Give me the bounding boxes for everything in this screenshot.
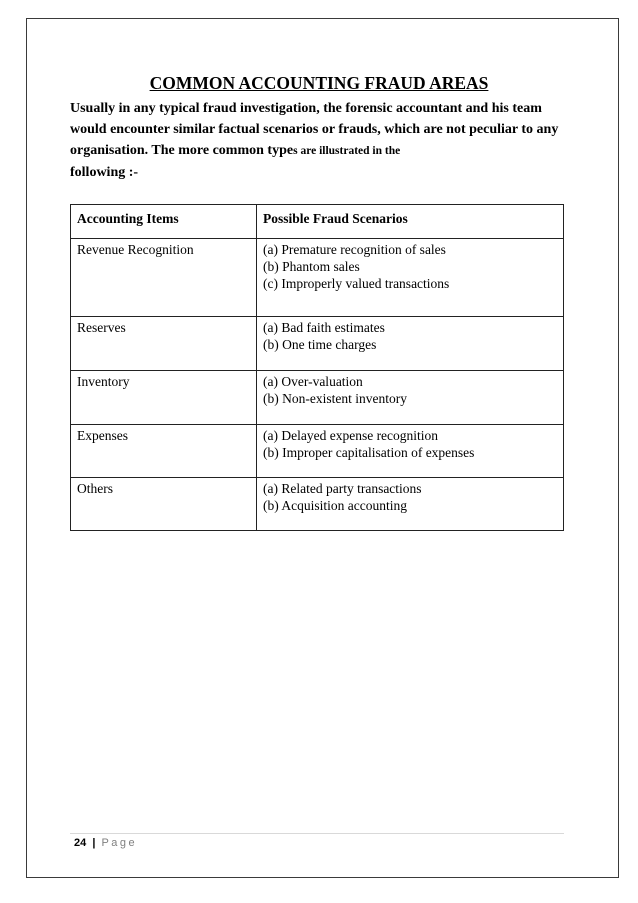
scenario-item: (c) Improperly valued transactions bbox=[263, 276, 450, 291]
footer-divider bbox=[70, 833, 564, 834]
intro-text-small: s are illustrated in the bbox=[293, 145, 401, 157]
fraud-areas-table bbox=[70, 204, 564, 531]
scenarios-cell bbox=[257, 478, 564, 531]
scenario-item: (b) Phantom sales bbox=[263, 259, 360, 274]
table-row bbox=[71, 478, 564, 531]
accounting-item-cell: Expenses bbox=[71, 425, 257, 478]
column-header-accounting-items: Accounting Items bbox=[71, 205, 257, 239]
intro-text: Usually in any typical fraud investigation, the forensic accountant and his team would encounter similar factual scenarios or frauds, which are not peculiar to any organisation. The more common type bbox=[70, 101, 559, 158]
scenario-item: (b) Non-existent inventory bbox=[263, 391, 407, 406]
column-header-fraud-scenarios: Possible Fraud Scenarios bbox=[257, 205, 564, 239]
scenario-item: (b) Improper capitalisation of expenses bbox=[263, 445, 475, 460]
scenarios-cell bbox=[257, 317, 564, 371]
intro-paragraph bbox=[70, 98, 570, 183]
scenarios-cell bbox=[257, 371, 564, 425]
scenario-item: (b) One time charges bbox=[263, 337, 377, 352]
page-number: 24 bbox=[74, 837, 87, 849]
accounting-item-cell: Reserves bbox=[71, 317, 257, 371]
scenario-item: (a) Delayed expense recognition bbox=[263, 428, 439, 443]
table-row bbox=[71, 371, 564, 425]
footer-separator: | bbox=[92, 837, 96, 849]
accounting-item-cell: Revenue Recognition bbox=[71, 239, 257, 317]
accounting-item-cell: Others bbox=[71, 478, 257, 531]
table-row bbox=[71, 317, 564, 371]
scenario-item: (a) Premature recognition of sales bbox=[263, 242, 446, 257]
scenarios-cell bbox=[257, 239, 564, 317]
page-label: Page bbox=[101, 837, 138, 849]
page-title: COMMON ACCOUNTING FRAUD AREAS bbox=[149, 73, 489, 93]
table-row bbox=[71, 425, 564, 478]
intro-text-end: following :- bbox=[70, 165, 139, 180]
scenario-item: (b) Acquisition accounting bbox=[263, 498, 407, 513]
scenarios-cell bbox=[257, 425, 564, 478]
scenario-item: (a) Related party transactions bbox=[263, 481, 422, 496]
page-footer bbox=[74, 837, 137, 849]
scenario-item: (a) Over-valuation bbox=[263, 374, 363, 389]
table-header-row bbox=[71, 205, 564, 239]
scenario-item: (a) Bad faith estimates bbox=[263, 320, 385, 335]
accounting-item-cell: Inventory bbox=[71, 371, 257, 425]
table-row bbox=[71, 239, 564, 317]
